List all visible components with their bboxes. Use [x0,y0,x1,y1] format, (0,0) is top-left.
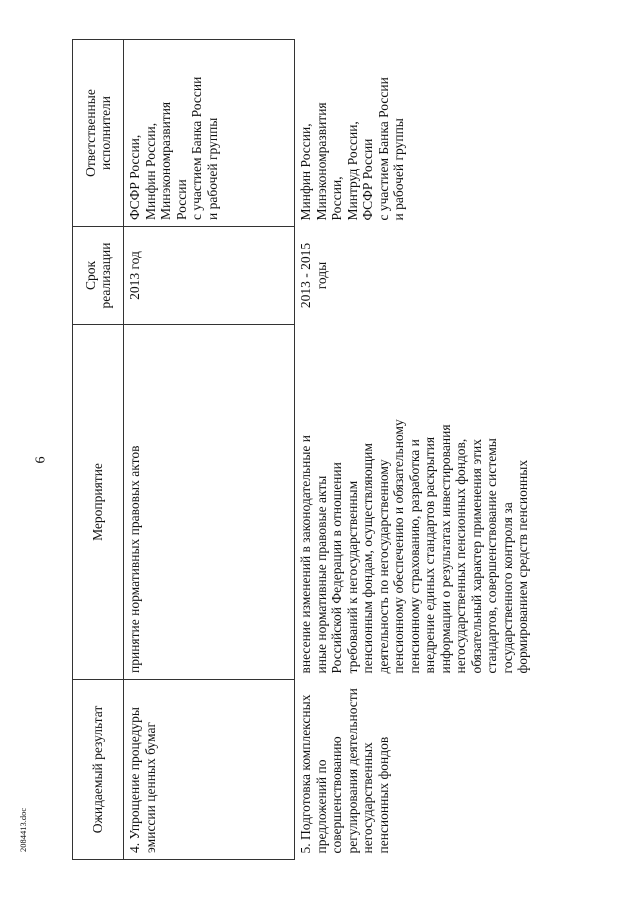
cell-measure: внесение изменений в законодательные и иные нормативные правовые акты Российской Федерации в отношении требований к негосударственным пенсионным фондам, осуществляющим деятельность по негосударственному пенсионному обеспечению и обязательному пенсионному страхованию, разработка и внедрение единых стандартов раскрытия информации о результатах инвестирования негосударственных пенсионных фондов, обязательный характер применения этих стандартов, совершенствование системы государственного контроля за формированием средств пенсионных [298,419,530,674]
rotated-table-area [60,40,620,860]
measures-table [72,39,534,860]
page-number: 6 [33,456,49,464]
footer-filename: 2084413.doc [18,807,28,852]
cell-responsible: ФСФР России, Минфин России, Минэкономразвития России с участием Банка России и рабочей группы [124,40,295,227]
header-term: Срок реализации [73,227,124,325]
header-expected-result: Ожидаемый результат [73,680,124,860]
cell-responsible: Минфин России, Минэкономразвития России, Минтруд России, ФСФР России с участием Банка России и рабочей группы [298,77,406,221]
header-measure: Мероприятие [73,325,124,680]
cell-result: 4. Упрощение процедуры эмиссии ценных бумаг [124,680,295,860]
cell-result: 5. Подготовка комплексных предложений по совершенствованию регулирования деятельности негосударственных пенсионных фондов [298,688,391,854]
table-row [124,40,295,860]
cell-term: 2013 год [124,227,295,325]
cell-term: 2013 - 2015 годы [298,242,329,309]
table-header-row [73,40,124,860]
cell-measure: принятие нормативных правовых актов [124,325,295,680]
header-responsible: Ответственные исполнители [73,40,124,227]
table-row [295,40,534,860]
